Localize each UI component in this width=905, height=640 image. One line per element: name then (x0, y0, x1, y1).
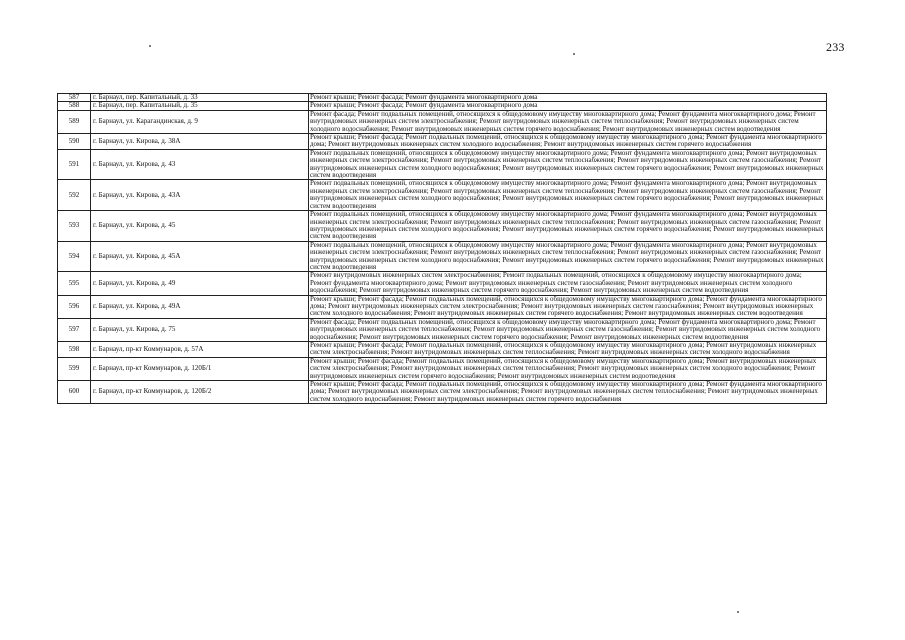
row-number-cell: 592 (58, 180, 91, 211)
table-row (58, 342, 827, 358)
works-cell: Ремонт крыши; Ремонт фасада; Ремонт подвальных помещений, относящихся к общедомовому имуществу многоквартирного дома; Ремонт внутридомовых инженерных систем электроснабжения; Ремонт внутридомовых инженерных систем теплоснабжения; Ремонт внутридомовых инженерных систем холодного водоснабжения; Ремонт внутридомовых инженерных систем горячего водоснабжения; Ремонт внутридомовых инженерных систем водоотведения (309, 357, 827, 380)
table-row (58, 272, 827, 295)
row-number-cell: 600 (58, 381, 91, 404)
row-number-cell: 599 (58, 357, 91, 380)
works-cell: Ремонт фасада; Ремонт подвальных помещений, относящихся к общедомовому имуществу многоквартирного дома; Ремонт фундамента многоквартирного дома; Ремонт внутридомовых инженерных систем электроснабжения; Ремонт внутридомовых инженерных систем теплоснабжения; Ремонт внутридомовых инженерных систем холодного водоснабжения; Ремонт внутридомовых инженерных систем горячего водоснабжения; Ремонт внутридомовых инженерных систем водоотведения (309, 110, 827, 133)
scan-speck (737, 611, 739, 613)
row-number-cell: 597 (58, 318, 91, 341)
address-cell: г. Барнаул, ул. Карагандинская, д. 9 (91, 110, 309, 133)
address-cell: г. Барнаул, ул. Кирова, д. 43А (91, 180, 309, 211)
page-number: 233 (826, 40, 845, 54)
works-cell: Ремонт крыши; Ремонт фасада; Ремонт подвальных помещений, относящихся к общедомовому имуществу многоквартирного дома; Ремонт фундамента многоквартирного дома; Ремонт внутридомовых инженерных систем холодного водоснабжения; Ремонт внутридомовых инженерных систем горячего водоснабжения (309, 134, 827, 150)
table-row (58, 211, 827, 242)
works-cell: Ремонт крыши; Ремонт фасада; Ремонт подвальных помещений, относящихся к общедомовому имуществу многоквартирного дома; Ремонт фундамента многоквартирного дома; Ремонт внутридомовых инженерных систем электроснабжения; Ремонт внутридомовых инженерных систем теплоснабжения; Ремонт внутридомовых инженерных систем холодного водоснабжения; Ремонт внутридомовых инженерных систем горячего водоснабжения (309, 381, 827, 404)
scan-speck (573, 53, 575, 55)
table-row (58, 180, 827, 211)
works-cell: Ремонт крыши; Ремонт фасада; Ремонт фундамента многоквартирного дома (309, 94, 827, 102)
row-number-cell: 589 (58, 110, 91, 133)
works-cell: Ремонт крыши; Ремонт фасада; Ремонт подвальных помещений, относящихся к общедомовому имуществу многоквартирного дома; Ремонт фундамента многоквартирного дома; Ремонт внутридомовых инженерных систем электроснабжения; Ремонт внутридомовых инженерных систем газоснабжения; Ремонт внутридомовых инженерных систем холодного водоснабжения; Ремонт внутридомовых инженерных систем горячего водоснабжения; Ремонт внутридомовых инженерных систем водоотведения (309, 295, 827, 318)
address-cell: г. Барнаул, пр-кт Коммунаров, д. 120Б/1 (91, 357, 309, 380)
buildings-register-table (57, 93, 827, 404)
row-number-cell: 595 (58, 272, 91, 295)
works-cell: Ремонт подвальных помещений, относящихся к общедомовому имуществу многоквартирного дома; Ремонт фундамента многоквартирного дома; Ремонт внутридомовых инженерных систем электроснабжения; Ремонт внутридомовых инженерных систем теплоснабжения; Ремонт внутридомовых инженерных систем газоснабжения; Ремонт внутридомовых инженерных систем холодного водоснабжения; Ремонт внутридомовых инженерных систем горячего водоснабжения; Ремонт внутридомовых инженерных систем водоотведения (309, 211, 827, 242)
row-number-cell: 591 (58, 149, 91, 180)
table-row (58, 94, 827, 102)
address-cell: г. Барнаул, ул. Кирова, д. 45А (91, 241, 309, 272)
works-cell: Ремонт крыши; Ремонт фасада; Ремонт фундамента многоквартирного дома (309, 102, 827, 110)
row-number-cell: 593 (58, 211, 91, 242)
table-row (58, 295, 827, 318)
address-cell: г. Барнаул, ул. Кирова, д. 38А (91, 134, 309, 150)
address-cell: г. Барнаул, ул. Кирова, д. 45 (91, 211, 309, 242)
works-cell: Ремонт подвальных помещений, относящихся к общедомовому имуществу многоквартирного дома; Ремонт фундамента многоквартирного дома; Ремонт внутридомовых инженерных систем электроснабжения; Ремонт внутридомовых инженерных систем теплоснабжения; Ремонт внутридомовых инженерных систем газоснабжения; Ремонт внутридомовых инженерных систем холодного водоснабжения; Ремонт внутридомовых инженерных систем горячего водоснабжения; Ремонт внутридомовых инженерных систем водоотведения (309, 241, 827, 272)
row-number-cell: 594 (58, 241, 91, 272)
table-row (58, 102, 827, 110)
row-number-cell: 587 (58, 94, 91, 102)
table-row (58, 381, 827, 404)
row-number-cell: 596 (58, 295, 91, 318)
row-number-cell: 590 (58, 134, 91, 150)
table-row (58, 110, 827, 133)
address-cell: г. Барнаул, ул. Кирова, д. 75 (91, 318, 309, 341)
works-cell: Ремонт фасада; Ремонт подвальных помещений, относящихся к общедомовому имуществу многоквартирного дома; Ремонт фундамента многоквартирного дома; Ремонт внутридомовых инженерных систем теплоснабжения; Ремонт внутридомовых инженерных систем газоснабжения; Ремонт внутридомовых инженерных систем холодного водоснабжения; Ремонт внутридомовых инженерных систем горячего водоснабжения; Ремонт внутридомовых инженерных систем водоотведения (309, 318, 827, 341)
works-cell: Ремонт внутридомовых инженерных систем электроснабжения; Ремонт подвальных помещений, относящихся к общедомовому имуществу многоквартирного дома; Ремонт фундамента многоквартирного дома; Ремонт внутридомовых инженерных систем газоснабжения; Ремонт внутридомовых инженерных систем холодного водоснабжения; Ремонт внутридомовых инженерных систем горячего водоснабжения; Ремонт внутридомовых инженерных систем водоотведения (309, 272, 827, 295)
works-cell: Ремонт подвальных помещений, относящихся к общедомовому имуществу многоквартирного дома; Ремонт фундамента многоквартирного дома; Ремонт внутридомовых инженерных систем электроснабжения; Ремонт внутридомовых инженерных систем теплоснабжения; Ремонт внутридомовых инженерных систем газоснабжения; Ремонт внутридомовых инженерных систем холодного водоснабжения; Ремонт внутридомовых инженерных систем горячего водоснабжения; Ремонт внутридомовых инженерных систем водоотведения (309, 149, 827, 180)
row-number-cell: 588 (58, 102, 91, 110)
table-row (58, 241, 827, 272)
address-cell: г. Барнаул, ул. Кирова, д. 43 (91, 149, 309, 180)
table-row (58, 134, 827, 150)
address-cell: г. Барнаул, пер. Капитальный, д. 33 (91, 94, 309, 102)
address-cell: г. Барнаул, пр-кт Коммунаров, д. 57А (91, 342, 309, 358)
address-cell: г. Барнаул, ул. Кирова, д. 49А (91, 295, 309, 318)
works-cell: Ремонт крыши; Ремонт фасада; Ремонт подвальных помещений, относящихся к общедомовому имуществу многоквартирного дома; Ремонт внутридомовых инженерных систем электроснабжения; Ремонт внутридомовых инженерных систем теплоснабжения; Ремонт внутридомовых инженерных систем холодного водоснабжения (309, 342, 827, 358)
row-number-cell: 598 (58, 342, 91, 358)
address-cell: г. Барнаул, пер. Капитальный, д. 35 (91, 102, 309, 110)
works-cell: Ремонт подвальных помещений, относящихся к общедомовому имуществу многоквартирного дома; Ремонт фундамента многоквартирного дома; Ремонт внутридомовых инженерных систем электроснабжения; Ремонт внутридомовых инженерных систем теплоснабжения; Ремонт внутридомовых инженерных систем газоснабжения; Ремонт внутридомовых инженерных систем холодного водоснабжения; Ремонт внутридомовых инженерных систем горячего водоснабжения; Ремонт внутридомовых инженерных систем водоотведения (309, 180, 827, 211)
address-cell: г. Барнаул, ул. Кирова, д. 49 (91, 272, 309, 295)
scan-speck (149, 45, 151, 47)
table-row (58, 357, 827, 380)
table-row (58, 149, 827, 180)
table-body (58, 94, 827, 404)
table-row (58, 318, 827, 341)
address-cell: г. Барнаул, пр-кт Коммунаров, д. 120Б/2 (91, 381, 309, 404)
